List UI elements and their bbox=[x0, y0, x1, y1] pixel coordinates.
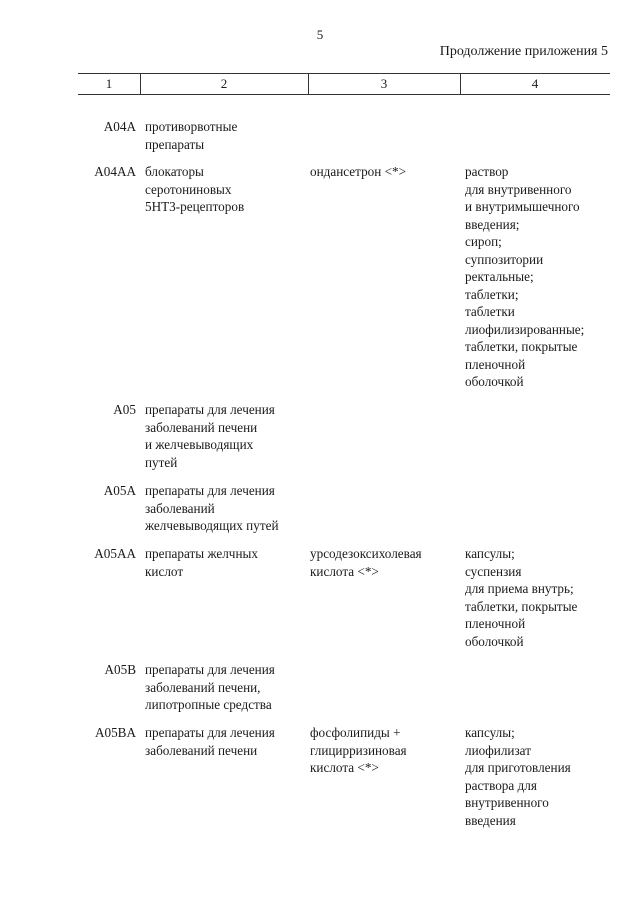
dosage-form-line: таблетки, покрытые bbox=[465, 339, 578, 354]
group-cell bbox=[145, 545, 305, 580]
dosage-form-line: для внутривенного bbox=[465, 181, 572, 197]
dosage-form-line: и внутримышечного bbox=[465, 199, 580, 214]
drug-cell bbox=[310, 724, 460, 777]
group-cell bbox=[145, 482, 305, 535]
dosage-form-line: для приготовления bbox=[465, 760, 571, 775]
group-name-line: и желчевыводящих bbox=[145, 437, 254, 452]
group-name-line: заболеваний печени, bbox=[145, 679, 261, 695]
dosage-form-line: лиофилизированные; bbox=[465, 321, 585, 337]
column-number: 3 bbox=[380, 76, 388, 91]
group-name-line: препараты для лечения bbox=[145, 662, 275, 677]
column-separator bbox=[140, 74, 141, 94]
dosage-form-line: раствора для bbox=[465, 777, 537, 793]
atc-code: A05BA bbox=[94, 725, 136, 740]
dosage-form-line: пленочной bbox=[465, 356, 526, 372]
group-name-line: 5HT3-рецепторов bbox=[145, 199, 245, 214]
group-cell bbox=[145, 401, 305, 471]
group-name-line: блокаторы bbox=[145, 164, 204, 179]
group-name-line: препараты для лечения bbox=[145, 483, 275, 498]
group-name-line: препараты для лечения bbox=[145, 725, 275, 740]
atc-code: A05AA bbox=[94, 546, 136, 561]
dosage-form-line: введения; bbox=[465, 216, 520, 232]
forms-cell bbox=[465, 545, 615, 650]
dosage-form-line: капсулы; bbox=[465, 546, 515, 561]
group-cell bbox=[145, 118, 305, 153]
column-number-row bbox=[78, 74, 610, 94]
column-number: 4 bbox=[531, 76, 539, 91]
forms-cell bbox=[465, 724, 615, 829]
group-name-line: заболеваний печени bbox=[145, 419, 258, 435]
group-name-line: путей bbox=[145, 454, 178, 470]
atc-code: A05A bbox=[103, 483, 136, 498]
atc-code: A05B bbox=[104, 662, 136, 677]
group-cell bbox=[145, 163, 305, 216]
drug-name-line: кислота <*> bbox=[310, 760, 379, 775]
dosage-form-line: оболочкой bbox=[465, 633, 524, 649]
dosage-form-line: капсулы; bbox=[465, 725, 515, 740]
atc-code: A05 bbox=[113, 402, 136, 417]
drug-name-line: фосфолипиды + bbox=[310, 725, 401, 740]
group-name-line: кислот bbox=[145, 563, 184, 579]
dosage-form-line: оболочкой bbox=[465, 374, 524, 389]
dosage-form-line: суппозитории bbox=[465, 251, 544, 267]
drug-cell bbox=[310, 545, 460, 580]
group-cell bbox=[145, 661, 305, 714]
dosage-form-line: введения bbox=[465, 812, 516, 828]
table-header-bottom-rule bbox=[78, 94, 610, 95]
dosage-form-line: раствор bbox=[465, 164, 509, 179]
atc-code: A04A bbox=[103, 119, 136, 134]
column-number: 1 bbox=[105, 76, 113, 91]
drug-name-line: урсодезоксихолевая bbox=[310, 546, 422, 561]
drug-name-line: кислота <*> bbox=[310, 563, 379, 579]
group-name-line: желчевыводящих путей bbox=[145, 518, 279, 533]
dosage-form-line: для приема внутрь; bbox=[465, 581, 574, 596]
forms-cell bbox=[465, 163, 615, 391]
column-number: 2 bbox=[220, 76, 228, 91]
group-name-line: препараты желчных bbox=[145, 546, 258, 561]
dosage-form-line: суспензия bbox=[465, 563, 522, 579]
continuation-caption: Продолжение приложения 5 bbox=[439, 44, 608, 59]
column-separator bbox=[308, 74, 309, 94]
dosage-form-line: таблетки bbox=[465, 304, 515, 319]
group-cell bbox=[145, 724, 305, 759]
group-name-line: заболеваний печени bbox=[145, 742, 258, 758]
drug-cell bbox=[310, 163, 460, 181]
group-name-line: липотропные средства bbox=[145, 697, 272, 712]
column-separator bbox=[460, 74, 461, 94]
dosage-form-line: таблетки; bbox=[465, 286, 519, 302]
group-name-line: серотониновых bbox=[145, 181, 232, 197]
dosage-form-line: ректальные; bbox=[465, 269, 534, 284]
dosage-form-line: таблетки, покрытые bbox=[465, 598, 578, 614]
group-name-line: противорвотные bbox=[145, 119, 238, 134]
dosage-form-line: лиофилизат bbox=[465, 742, 531, 758]
dosage-form-line: внутривенного bbox=[465, 795, 549, 810]
drug-name-line: ондансетрон <*> bbox=[310, 164, 407, 179]
group-name-line: препараты для лечения bbox=[145, 402, 275, 417]
group-name-line: препараты bbox=[145, 136, 205, 152]
drug-name-line: глицирризиновая bbox=[310, 742, 407, 758]
atc-code: A04AA bbox=[94, 164, 136, 179]
dosage-form-line: пленочной bbox=[465, 616, 526, 631]
dosage-form-line: сироп; bbox=[465, 234, 502, 249]
group-name-line: заболеваний bbox=[145, 500, 215, 516]
page-number: 5 bbox=[316, 27, 324, 42]
